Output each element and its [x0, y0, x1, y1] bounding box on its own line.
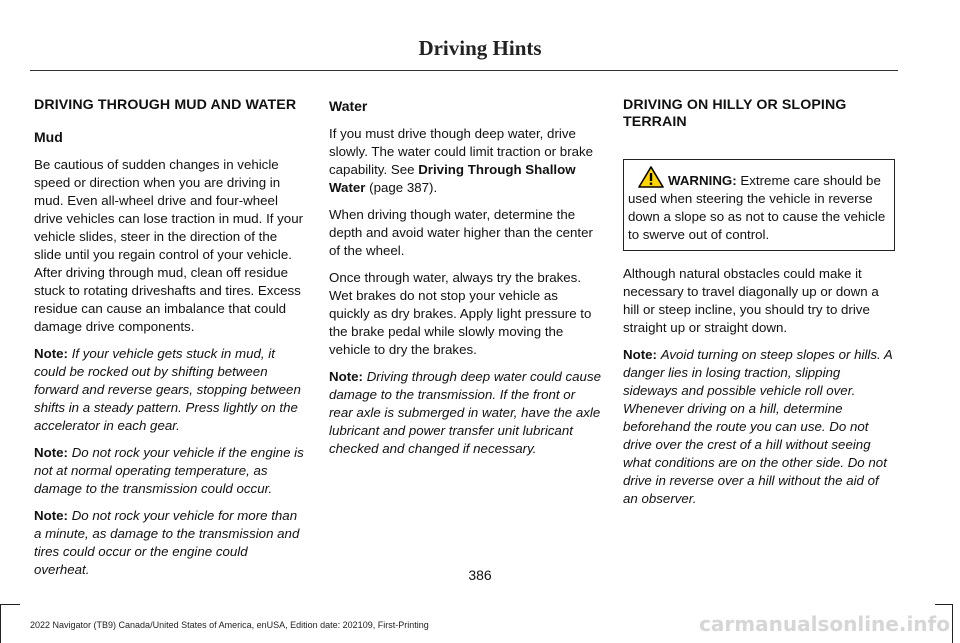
mud-paragraph: Be cautious of sudden changes in vehicle speed or direction when you are driving in mud. Even all-wheel drive and four-wheel drive vehicles can lose traction in mud. If your vehicle slides, steer in the direction of the slide until you regain control of your vehicle. After driving through mud, clean off residue stuck to rotating driveshafts and tires. Excess residue can cause an imbalance that could damage drive components. — [34, 157, 304, 334]
section-heading-hilly-terrain: DRIVING ON HILLY OR SLOPING TERRAIN — [623, 97, 847, 130]
hilly-note-1 — [623, 346, 895, 508]
crop-mark — [952, 604, 953, 643]
cross-reference-page: (page 387). — [369, 180, 438, 195]
note-text: Avoid turning on steep slopes or hills. A danger lies in losing traction, slipping sideways and possible vehicle roll over. Whenever driving on a hill, determine beforehand the route you can use. Do not drive over the crest of a hill without seeing what conditions are on the other side. Do not drive in reverse over a hill without the aid of an observer. — [623, 347, 893, 506]
subheading-water: Water — [329, 98, 368, 114]
watermark-logo: carmanualsonline.info — [699, 612, 950, 636]
note-label: Note: — [329, 369, 363, 384]
note-text: Do not rock your vehicle if the engine is not at normal operating temperature, as damage to the transmission could occur. — [34, 445, 304, 496]
note-label: Note: — [34, 445, 68, 460]
warning-text: Extreme care should be used when steering the vehicle in reverse down a slope so as not to cause the vehicle to swerve out of control. — [628, 173, 886, 242]
subheading-mud: Mud — [34, 129, 63, 145]
note-text: Do not rock your vehicle for more than a minute, as damage to the transmission and tires could occur or the engine could overheat. — [34, 508, 300, 577]
note-label: Note: — [34, 346, 68, 361]
warning-box — [623, 159, 895, 251]
cross-reference-link[interactable]: Driving Through Shallow Water — [329, 162, 576, 195]
section-heading-mud-water: DRIVING THROUGH MUD AND WATER — [34, 97, 297, 113]
page-header-title: Driving Hints — [418, 36, 542, 60]
water-paragraph-1 — [329, 125, 601, 197]
water-paragraph-3: Once through water, always try the brakes. Wet brakes do not stop your vehicle as quickly as dry brakes. Apply light pressure to the brake pedal while slowly moving the vehicle to dry the brakes. — [329, 270, 592, 357]
note-label: Note: — [623, 347, 657, 362]
water-note-1 — [329, 368, 601, 458]
note-text: If your vehicle gets stuck in mud, it could be rocked out by shifting between forward and reverse gears, stopping between shifts in a steady pattern. Press lightly on the accelerator in each gear. — [34, 346, 301, 433]
column-1 — [34, 97, 306, 588]
warning-triangle-icon — [638, 166, 664, 186]
hilly-paragraph: Although natural obstacles could make it necessary to travel diagonally up or down a hill or steep incline, you should try to drive straight up or straight down. — [623, 266, 879, 335]
edition-footer: 2022 Navigator (TB9) Canada/United States of America, enUSA, Edition date: 202109, First-Printing — [30, 620, 429, 630]
crop-mark — [0, 604, 20, 605]
water-text: If you must drive though deep water, drive slowly. The water could limit traction or brake capability. See — [329, 126, 594, 177]
mud-note-2 — [34, 444, 306, 498]
crop-mark — [935, 604, 953, 605]
crop-mark — [0, 604, 1, 643]
warning-label: WARNING: — [668, 173, 737, 188]
header-rule — [30, 70, 898, 71]
note-label: Note: — [34, 508, 68, 523]
column-2 — [329, 97, 601, 467]
mud-note-1 — [34, 345, 306, 435]
note-text: Driving through deep water could cause damage to the transmission. If the front or rear axle is submerged in water, have the axle lubricant and power transfer unit lubricant checked and changed if necessary. — [329, 369, 601, 456]
column-3 — [623, 97, 895, 517]
page-number: 386 — [468, 567, 492, 583]
water-paragraph-2: When driving though water, determine the depth and avoid water higher than the center of the wheel. — [329, 207, 593, 258]
